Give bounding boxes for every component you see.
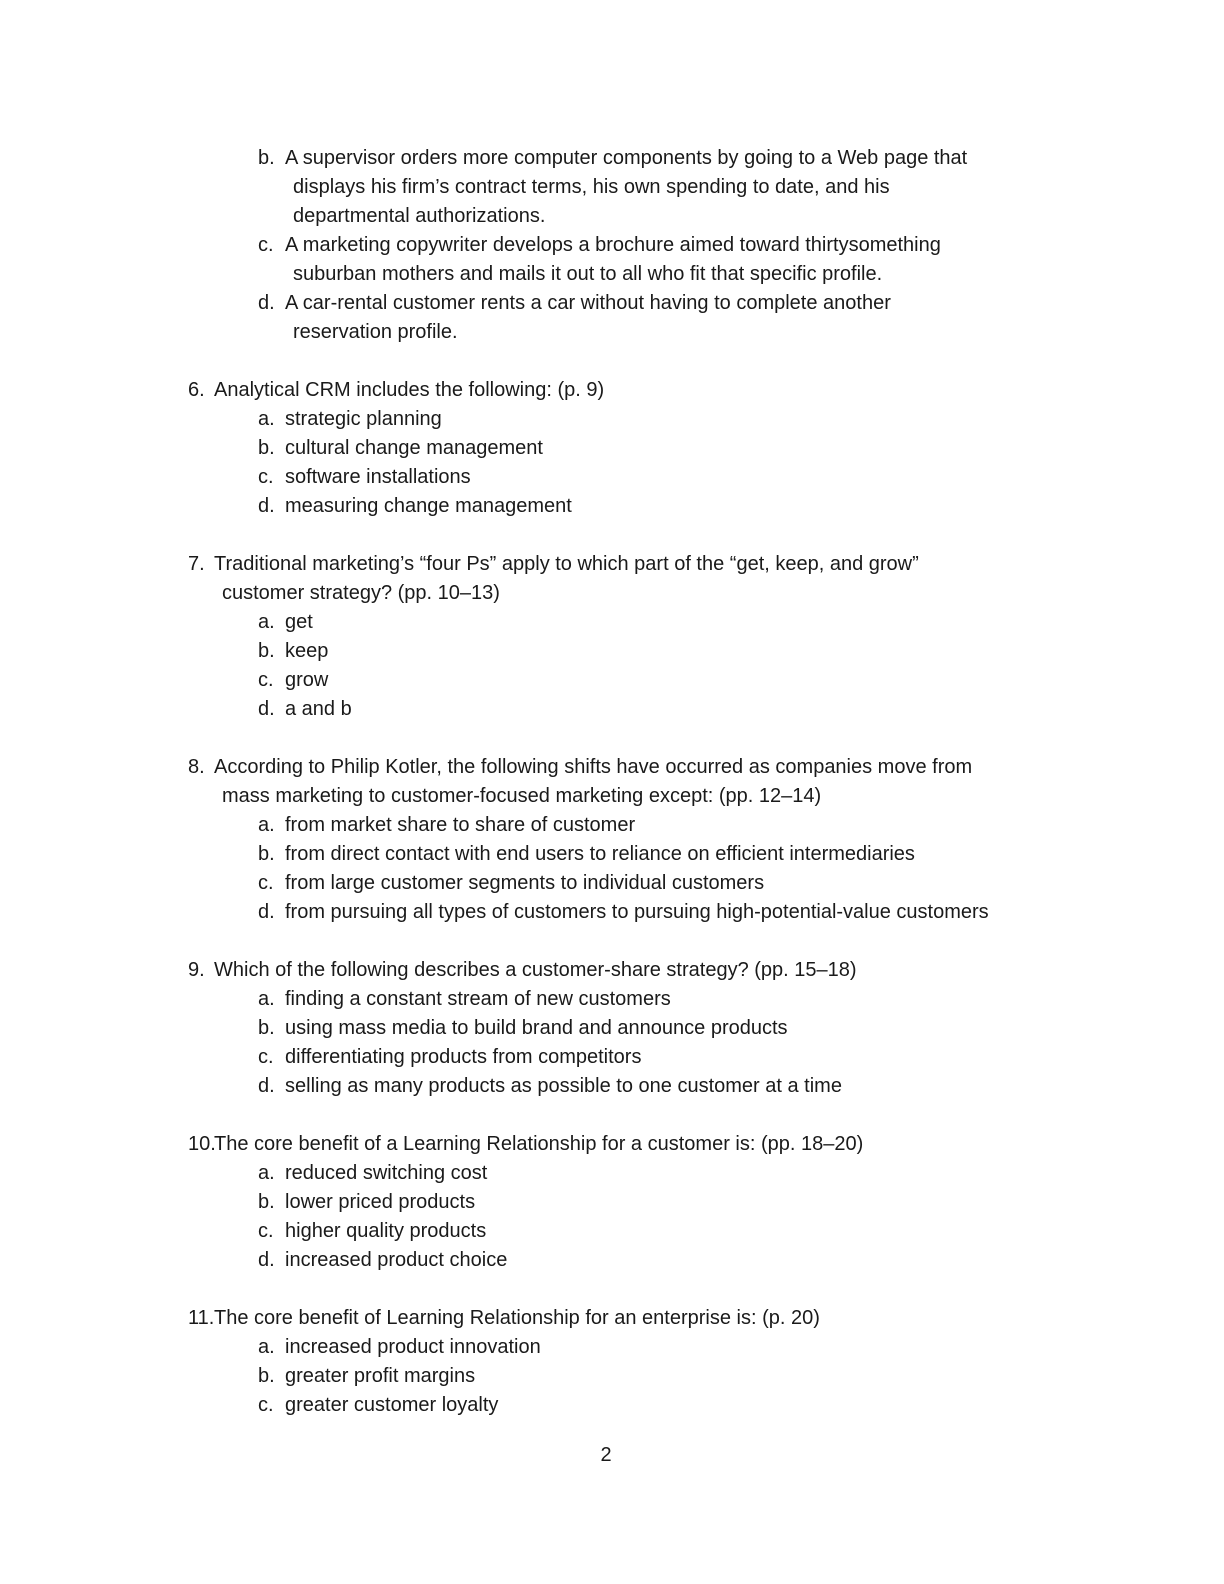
option-text: increased product innovation <box>285 1336 541 1358</box>
option-letter: b. <box>258 1191 275 1213</box>
option-text: from pursuing all types of customers to pursuing high-potential-value customers <box>285 901 989 923</box>
question-8 <box>188 753 1088 927</box>
option-letter: c. <box>258 1220 274 1242</box>
option-d <box>188 898 1088 927</box>
option-text: measuring change management <box>285 495 572 517</box>
option-letter: b. <box>258 1017 275 1039</box>
option-text: selling as many products as possible to one customer at a time <box>285 1075 842 1097</box>
option-b <box>188 1362 1088 1391</box>
option-text: from market share to share of customer <box>285 814 636 836</box>
option-text-continued: suburban mothers and mails it out to all who fit that specific profile. <box>293 263 883 285</box>
question-stem <box>188 376 1088 405</box>
options-list <box>188 985 1088 1101</box>
option-letter: c. <box>258 234 274 256</box>
option-b <box>188 434 1088 463</box>
question-11 <box>188 1304 1088 1420</box>
option-letter: d. <box>258 698 275 720</box>
question-stem <box>188 753 1088 811</box>
question-text: Traditional marketing’s “four Ps” apply to which part of the “get, keep, and grow” <box>214 553 919 575</box>
option-a <box>188 405 1088 434</box>
question-stem <box>188 1304 1088 1333</box>
option-letter: c. <box>258 466 274 488</box>
option-a <box>188 608 1088 637</box>
option-text: A supervisor orders more computer components by going to a Web page that <box>285 147 968 169</box>
option-text: reduced switching cost <box>285 1162 488 1184</box>
option-letter: c. <box>258 1394 274 1416</box>
option-letter: d. <box>258 901 275 923</box>
option-text-continued: reservation profile. <box>293 321 458 343</box>
option-text: higher quality products <box>285 1220 487 1242</box>
option-b <box>188 637 1088 666</box>
option-c <box>188 1391 1088 1420</box>
question-number: 6. <box>188 379 205 401</box>
question-text-continued: mass marketing to customer-focused marketing except: (pp. 12–14) <box>222 785 822 807</box>
option-d <box>188 695 1088 724</box>
page-content <box>188 144 1088 1420</box>
option-letter: b. <box>258 1365 275 1387</box>
question-number: 8. <box>188 756 205 778</box>
option-text: A car-rental customer rents a car without having to complete another <box>285 292 891 314</box>
option-letter: d. <box>258 495 275 517</box>
option-c <box>188 666 1088 695</box>
question-text-continued: customer strategy? (pp. 10–13) <box>222 582 500 604</box>
option-text: from direct contact with end users to reliance on efficient intermediaries <box>285 843 915 865</box>
option-d <box>188 1072 1088 1101</box>
question-number: 11. <box>188 1307 215 1329</box>
option-b <box>188 1014 1088 1043</box>
option-letter: a. <box>258 1336 275 1358</box>
option-letter: b. <box>258 147 275 169</box>
question-stem <box>188 550 1088 608</box>
option-letter: d. <box>258 292 275 314</box>
option-a <box>188 1159 1088 1188</box>
option-letter: b. <box>258 437 275 459</box>
option-text: strategic planning <box>285 408 442 430</box>
option-letter: a. <box>258 988 275 1010</box>
question-6 <box>188 376 1088 521</box>
option-letter: c. <box>258 669 274 691</box>
option-text: differentiating products from competitors <box>285 1046 642 1068</box>
option-letter: b. <box>258 640 275 662</box>
question-text: Analytical CRM includes the following: (p. 9) <box>214 379 605 401</box>
question-stem <box>188 1130 1088 1159</box>
option-c <box>188 1217 1088 1246</box>
question-5-continued <box>188 144 1088 347</box>
option-letter: d. <box>258 1075 275 1097</box>
option-a <box>188 1333 1088 1362</box>
question-text: The core benefit of Learning Relationship for an enterprise is: (p. 20) <box>214 1307 820 1329</box>
option-text: greater profit margins <box>285 1365 476 1387</box>
option-letter: a. <box>258 1162 275 1184</box>
options-list <box>188 1333 1088 1420</box>
question-number: 10. <box>188 1133 216 1155</box>
option-d <box>188 1246 1088 1275</box>
options-list <box>188 1159 1088 1275</box>
option-letter: a. <box>258 611 275 633</box>
option-text: grow <box>285 669 329 691</box>
option-text: from large customer segments to individual customers <box>285 872 765 894</box>
option-d <box>188 492 1088 521</box>
option-letter: b. <box>258 843 275 865</box>
option-letter: c. <box>258 872 274 894</box>
option-text: A marketing copywriter develops a brochure aimed toward thirtysomething <box>285 234 941 256</box>
option-text-continued: departmental authorizations. <box>293 205 546 227</box>
question-9 <box>188 956 1088 1101</box>
option-b <box>188 144 1088 231</box>
question-text: The core benefit of a Learning Relationship for a customer is: (pp. 18–20) <box>214 1133 864 1155</box>
options-list <box>188 608 1088 724</box>
question-number: 7. <box>188 553 205 575</box>
options-list <box>188 405 1088 521</box>
options-list <box>188 144 1088 347</box>
option-c <box>188 869 1088 898</box>
option-d <box>188 289 1088 347</box>
question-text: According to Philip Kotler, the following shifts have occurred as companies move from <box>214 756 973 778</box>
option-text: increased product choice <box>285 1249 508 1271</box>
option-a <box>188 811 1088 840</box>
option-text: software installations <box>285 466 471 488</box>
option-text: using mass media to build brand and announce products <box>285 1017 788 1039</box>
option-letter: a. <box>258 814 275 836</box>
option-letter: c. <box>258 1046 274 1068</box>
option-c <box>188 1043 1088 1072</box>
question-number: 9. <box>188 959 205 981</box>
option-letter: a. <box>258 408 275 430</box>
question-stem <box>188 956 1088 985</box>
option-text: get <box>285 611 313 633</box>
question-7 <box>188 550 1088 724</box>
question-10 <box>188 1130 1088 1275</box>
page-number: 2 <box>600 1444 612 1466</box>
option-text: greater customer loyalty <box>285 1394 499 1416</box>
option-text: a and b <box>285 698 352 720</box>
option-text: keep <box>285 640 329 662</box>
option-a <box>188 985 1088 1014</box>
option-b <box>188 1188 1088 1217</box>
option-letter: d. <box>258 1249 275 1271</box>
option-c <box>188 231 1088 289</box>
option-c <box>188 463 1088 492</box>
option-text: lower priced products <box>285 1191 476 1213</box>
question-text: Which of the following describes a customer-share strategy? (pp. 15–18) <box>214 959 857 981</box>
option-text-continued: displays his firm’s contract terms, his own spending to date, and his <box>293 176 890 198</box>
options-list <box>188 811 1088 927</box>
option-text: cultural change management <box>285 437 543 459</box>
option-b <box>188 840 1088 869</box>
option-text: finding a constant stream of new customers <box>285 988 671 1010</box>
